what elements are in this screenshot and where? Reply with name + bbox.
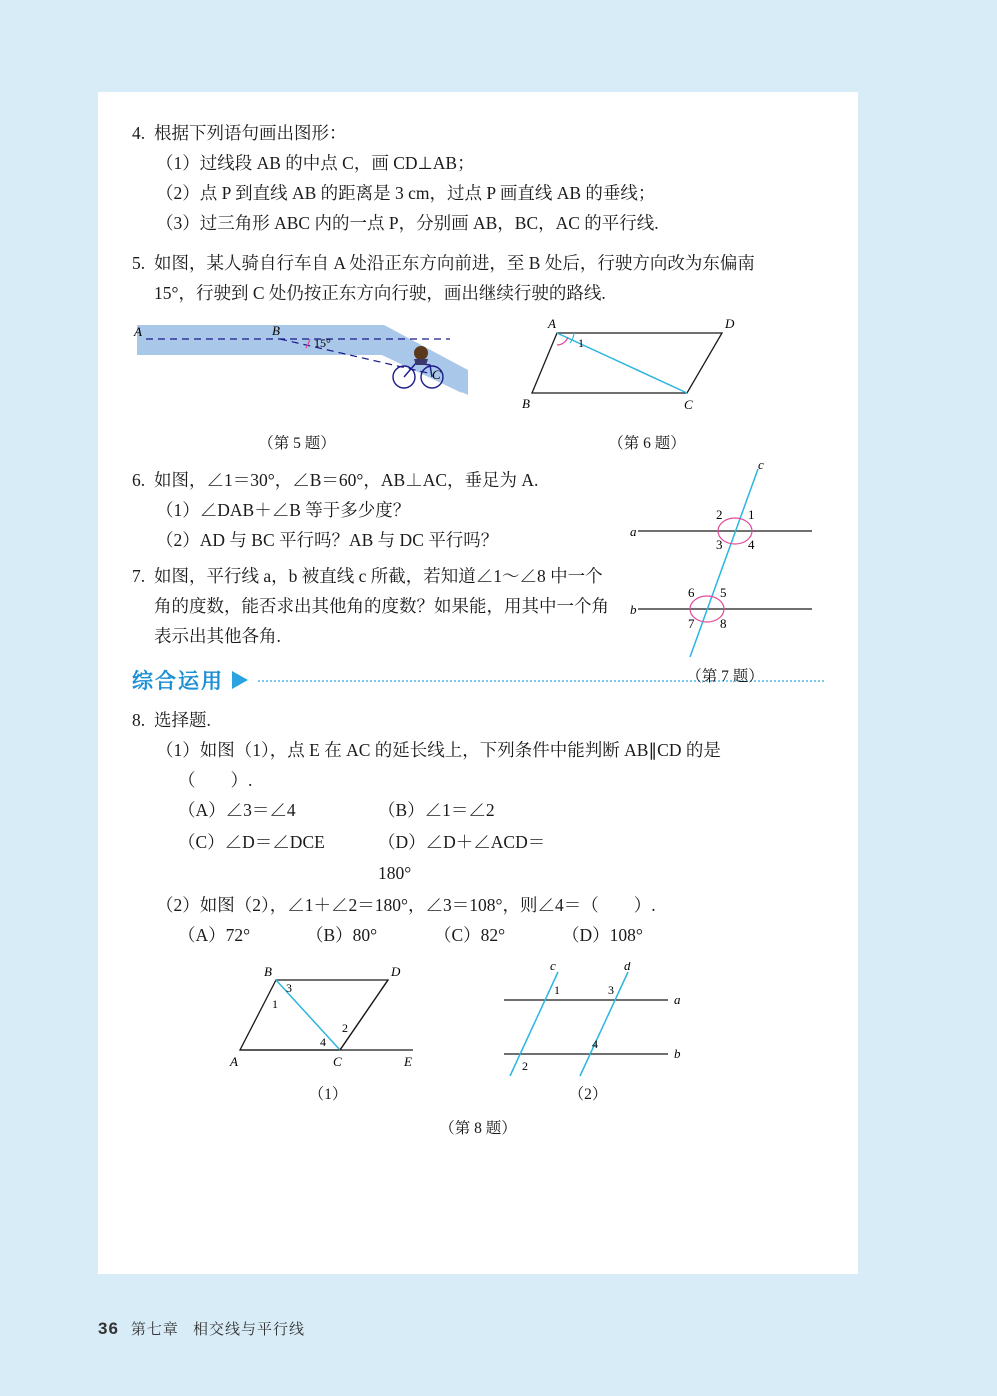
exercise-8-q1-options-row-2: [178, 827, 824, 890]
figure-7-label-c: c: [758, 460, 764, 472]
exercise-7: [132, 561, 662, 651]
figure-8-2-label-3: 3: [608, 982, 614, 997]
figure-8-2-label-a: a: [674, 991, 681, 1007]
figure-7-label-5: 5: [720, 584, 727, 600]
figure-8-1-label-3: 3: [286, 980, 292, 995]
option-C-q2[interactable]: （C）82°: [434, 925, 506, 945]
figure-8-1-label-B: B: [264, 963, 272, 979]
figure-8-2-label-c: c: [550, 961, 556, 973]
figure-6-label-C: C: [684, 396, 693, 412]
exercise-8: [132, 705, 824, 951]
figure-8-1-label-1: 1: [272, 996, 278, 1011]
figure-8-1-label-2: 2: [342, 1020, 348, 1035]
option-A-q2[interactable]: （A）72°: [178, 925, 251, 945]
section-title: 综合运用: [132, 670, 224, 694]
figure-8-2-label-1: 1: [554, 982, 560, 997]
figure-7-block: [630, 461, 830, 686]
exercise-8-q1-blank: （ ）.: [178, 770, 253, 791]
exercise-8-q2: （2）如图（2），∠1＋∠2＝180°，∠3＝108°，则∠4＝（ ）.: [156, 894, 656, 915]
figure-5-label-C: C: [432, 366, 441, 382]
figure-5-label-angle: 15°: [314, 335, 331, 350]
figure-8-2-label-d: d: [624, 961, 631, 973]
page-footer: [98, 1318, 305, 1339]
figure-7-label-a: a: [630, 523, 637, 539]
figure-8-1-label-E: E: [404, 1053, 412, 1069]
exercise-4-part-1: （1）过线段 AB 的中点 C，画 CD⊥AB；: [156, 153, 475, 174]
exercise-4-stem: [132, 118, 824, 148]
figure-5-label-A: A: [134, 323, 142, 339]
exercise-5-line-1: [132, 248, 824, 278]
exercise-6-number: 6.: [132, 469, 146, 490]
figure-8-2-label-4: 4: [592, 1036, 598, 1051]
figure-7-label-3: 3: [716, 536, 723, 552]
figure-8-1-label-4: 4: [320, 1034, 326, 1049]
figure-6-label-B: B: [522, 395, 530, 411]
figure-7-transversal-diagram: [630, 461, 830, 666]
exercise-6-part-1: （1）∠DAB＋∠B 等于多少度？: [156, 499, 411, 520]
figure-6-caption: （第 6 题）: [608, 434, 686, 452]
exercise-6-part-2: （2）AD 与 BC 平行吗？AB 与 DC 平行吗？: [156, 529, 499, 550]
exercise-5-number: 5.: [132, 253, 146, 274]
figure-7-label-1: 1: [748, 506, 755, 522]
exercise-4-part-3: （3）过三角形 ABC 内的一点 P，分别画 AB，BC，AC 的平行线.: [156, 213, 659, 234]
figure-8-2-label-b: b: [674, 1045, 681, 1061]
figure-6-block: [522, 315, 822, 453]
figure-8-2-block: [488, 962, 728, 1104]
figure-7-label-8: 8: [720, 615, 727, 631]
footer-chapter: 第七章: [130, 1321, 179, 1338]
exercise-8-q2-options: [178, 920, 824, 952]
figure-8-caption: （第 8 题）: [439, 1119, 517, 1137]
figure-8-1-caption: （1）: [308, 1085, 348, 1103]
exercise-8-q1: （1）如图（1），点 E 在 AC 的延长线上，下列条件中能判断 AB∥CD 的是: [156, 740, 721, 761]
exercise-4: [132, 118, 824, 238]
figure-8-1-label-C: C: [333, 1053, 342, 1069]
figure-8-1-block: [228, 962, 488, 1104]
footer-page-number: 36: [98, 1319, 119, 1338]
figure-5-caption: （第 5 题）: [258, 434, 336, 452]
figure-5-block: [132, 315, 522, 453]
option-D-q1[interactable]: （D）∠D＋∠ACD＝180°: [378, 831, 546, 884]
exercise-8-stem: [132, 705, 824, 735]
footer-chapter-title: 相交线与平行线: [192, 1321, 305, 1338]
figure-8-2-caption: （2）: [568, 1085, 608, 1103]
figure-8-2-label-2: 2: [522, 1058, 528, 1073]
exercise-8-number: 8.: [132, 710, 146, 731]
exercise-8-stem-text: 选择题.: [154, 710, 211, 731]
figure-7-label-2: 2: [716, 506, 723, 522]
exercise-7-text-1: 如图，平行线 a，b 被直线 c 所截，若知道∠1～∠8 中一个: [154, 565, 603, 586]
option-D-q2[interactable]: （D）108°: [562, 925, 643, 945]
figure-5-road-diagram: [132, 315, 492, 425]
figure-7-label-4: 4: [748, 536, 755, 552]
exercise-7-number: 7.: [132, 565, 146, 586]
exercise-5-line-2: 15°，行驶到 C 处仍按正东方向行驶，画出继续行驶的路线.: [154, 283, 606, 304]
figure-8-2-diagram: [488, 962, 708, 1082]
exercise-5: [132, 248, 824, 308]
option-C-q1[interactable]: （C）∠D＝∠DCE: [178, 831, 325, 852]
exercise-4-stem-text: 根据下列语句画出图形：: [154, 123, 347, 143]
exercise-5-text-1: 如图，某人骑自行车自 A 处沿正东方向前进，至 B 处后，行驶方向改为东偏南: [154, 253, 755, 274]
figure-8-1-diagram: [228, 962, 468, 1082]
exercise-7-line-3: 表示出其他各角.: [154, 626, 281, 647]
exercise-6-stem: [132, 465, 652, 495]
exercise-8-q1-options-row-1: [178, 795, 824, 827]
figure-5-label-B: B: [272, 322, 280, 338]
option-A-q1[interactable]: （A）∠3＝∠4: [178, 800, 296, 821]
figure-8-1-label-D: D: [391, 963, 401, 979]
exercise-7-line-2: 角的度数，能否求出其他角的度数？如果能，用其中一个角: [154, 595, 609, 616]
exercise-6: [132, 465, 652, 555]
figure-7-label-b: b: [630, 601, 637, 617]
option-B-q1[interactable]: （B）∠1＝∠2: [378, 800, 495, 821]
exercise-6-stem-text: 如图，∠1＝30°，∠B＝60°，AB⊥AC，垂足为 A.: [154, 469, 539, 490]
exercise-4-number: 4.: [132, 123, 146, 143]
figure-8-1-label-A: A: [230, 1053, 238, 1069]
exercise-4-part-2: （2）点 P 到直线 AB 的距离是 3 cm，过点 P 画直线 AB 的垂线；: [156, 183, 656, 204]
figure-6-parallelogram-diagram: [522, 315, 782, 425]
figure-7-label-6: 6: [688, 584, 695, 600]
figure-6-label-1: 1: [578, 335, 584, 350]
figure-6-label-A: A: [548, 315, 556, 331]
exercise-7-line-1: [132, 561, 662, 591]
textbook-page: [98, 92, 858, 1274]
figure-7-caption: （第 7 题）: [686, 667, 764, 685]
figure-7-label-7: 7: [688, 615, 695, 631]
figure-6-label-D: D: [725, 315, 735, 331]
option-B-q2[interactable]: （B）80°: [306, 925, 378, 945]
triangle-arrow-icon: [232, 671, 248, 689]
